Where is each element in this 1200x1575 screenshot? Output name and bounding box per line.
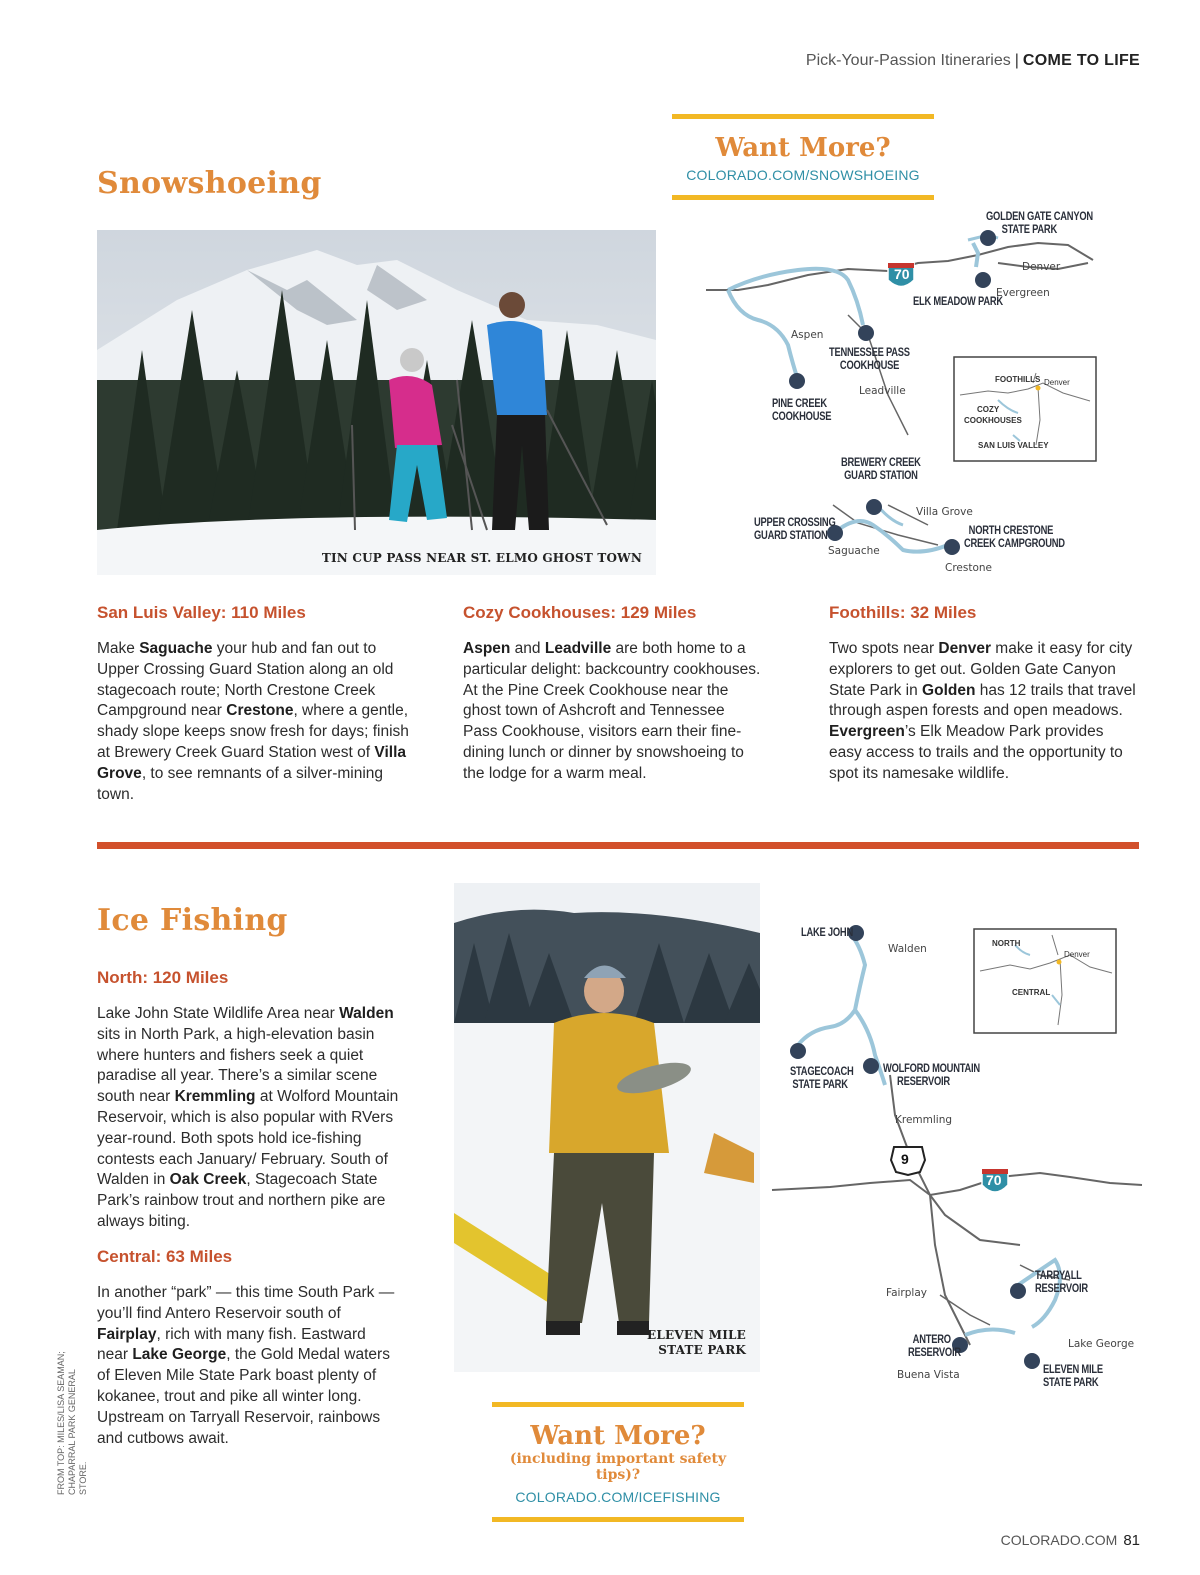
want-more-bottom-bar (672, 195, 934, 200)
want-more-title: Want More? (715, 133, 891, 163)
col-heading: San Luis Valley: 110 Miles (97, 603, 306, 622)
town-lake-george: Lake George (1068, 1338, 1135, 1350)
town-kremmling: Kremmling (895, 1114, 953, 1126)
place-name: Oak Creek (169, 1171, 247, 1189)
i70-number: 70 (986, 1172, 1002, 1188)
page-footer (1001, 1532, 1140, 1549)
ice-north (97, 968, 412, 1233)
place-name: Lake George (132, 1346, 227, 1364)
town-walden: Walden (888, 943, 927, 955)
snowshoe-photo-art (97, 230, 656, 575)
town-aspen: Aspen (791, 329, 824, 341)
place-name: Golden (922, 681, 976, 699)
north-heading: North: 120 Miles (97, 968, 229, 987)
place-name: Leadville (544, 640, 612, 657)
town-denver: Denver (1022, 261, 1061, 273)
photo-credit: FROM TOP: MILES/LISA SEAMAN; CHAPARRAL PARK GENERAL STORE. (56, 1351, 88, 1495)
poi-tarryall: TARRYALL RESERVOIR (1035, 1268, 1088, 1295)
section-divider (97, 842, 1139, 849)
poi-pine-creek: PINE CREEK COOKHOUSE (772, 396, 832, 423)
place-name: Aspen (463, 640, 511, 657)
place-name: Saguache (139, 640, 213, 657)
place-name: Fairplay (97, 1325, 157, 1343)
town-villa-grove: Villa Grove (916, 506, 973, 518)
poi-wolford: WOLFORD MOUNTAIN RESERVOIR (883, 1061, 980, 1088)
inset-central: CENTRAL (1012, 988, 1051, 997)
place-name: Denver (938, 640, 991, 657)
central-heading: Central: 63 Miles (97, 1247, 233, 1266)
running-head (806, 52, 1140, 70)
section-name: Pick-Your-Passion Itineraries (805, 52, 1011, 69)
poi-elk-meadow: ELK MEADOW PARK (913, 294, 1003, 308)
poi-eleven-mile: ELEVEN MILE STATE PARK (1043, 1362, 1103, 1389)
inset-denver: Denver (1044, 378, 1070, 387)
snowshoe-photo (97, 230, 656, 575)
snowshoeing-link[interactable]: COLORADO.COM/SNOWSHOEING (686, 167, 920, 183)
town-leadville: Leadville (859, 385, 906, 397)
town-crestone: Crestone (945, 562, 993, 574)
inset-north: NORTH (992, 939, 1021, 948)
col-body: Two spots near Denver make it easy for city explorers to get out. Golden Gate Canyon State Park in Golden has 12 trails that travel through aspen forests and open meadows. Evergreen’s Elk Meadow Park provides easy access to trails and the opportunity to spot its namesake wildlife. (829, 640, 1136, 782)
header-separator: | (1014, 52, 1019, 69)
want-more-icefishing (492, 1402, 744, 1522)
chapter-name: COME TO LIFE (1022, 52, 1140, 69)
snowshoe-map (698, 205, 1158, 585)
poi-north-crestone: NORTH CRESTONE CREEK CAMPGROUND (964, 523, 1065, 550)
col-foothills (829, 603, 1139, 785)
north-body: Lake John State Wildlife Area near Walden sits in North Park, a high-elevation basin where hunters and fishers seek a quiet paradise all year. There’s a similar scene south near Kremmling at Wolford Mountain Reservoir, which is also popular with RVers year-round. Both spots hold ice-fishing contests each January/ February. South of Walden in Oak Creek, Stagecoach State Park’s rainbow trout and northern pike are always biting. (97, 1005, 399, 1230)
inset-san-luis: SAN LUIS VALLEY (978, 441, 1049, 450)
i70-number: 70 (894, 266, 910, 282)
want-more-note: (including important safety tips)? (509, 1451, 727, 1483)
town-evergreen: Evergreen (996, 287, 1050, 299)
town-saguache: Saguache (828, 545, 880, 557)
inset-denver: Denver (1064, 950, 1090, 959)
page-number: 81 (1123, 1532, 1140, 1549)
poi-lake-john: LAKE JOHN (801, 925, 853, 939)
place-name: Crestone (226, 702, 294, 720)
inset-foothills: FOOTHILLS (995, 375, 1041, 384)
ice-photo-caption: ELEVEN MILE STATE PARK (646, 1328, 746, 1357)
want-more-top-bar (492, 1402, 744, 1407)
want-more-title: Want More? (530, 1421, 706, 1451)
col-san-luis (97, 603, 417, 805)
col-body: Aspen and Leadville are both home to a particular delight: backcountry cookhouses. At the Pine Creek Cookhouse near the ghost town of Ashcroft and Tennessee Pass Cookhouse, visitors earn their fine-dining lunch or dinner by snowshoeing to the lodge for a warm meal. (463, 640, 761, 782)
poi-upper-crossing: UPPER CROSSING GUARD STATION (754, 515, 836, 542)
col-body: Make Saguache your hub and fan out to Upper Crossing Guard Station along an old stagecoach route; North Crestone Creek Campground near Crestone, where a gentle, shady slope keeps snow fresh for days; finish at Brewery Creek Guard Station west of Villa Grove, to see remnants of a silver-mining town. (97, 640, 409, 803)
poi-stagecoach: STAGECOACH STATE PARK (790, 1064, 854, 1091)
place-name: Evergreen (829, 723, 905, 741)
col-heading: Cozy Cookhouses: 129 Miles (463, 603, 697, 622)
poi-antero: ANTERO RESERVOIR (908, 1332, 961, 1359)
inset-cozy: COZY (977, 405, 1000, 414)
place-name: Villa Grove (97, 743, 407, 782)
want-more-bottom-bar (492, 1517, 744, 1522)
place-name: Kremmling (174, 1088, 256, 1106)
poi-brewery-creek: BREWERY CREEK GUARD STATION (841, 455, 921, 482)
town-fairplay: Fairplay (886, 1287, 927, 1299)
hwy9-number: 9 (901, 1151, 909, 1167)
poi-tennessee-pass: TENNESSEE PASS COOKHOUSE (829, 345, 910, 372)
col-cozy-cookhouses (463, 603, 763, 785)
ice-fishing-map (770, 915, 1150, 1405)
snowshoeing-title: Snowshoeing (97, 166, 322, 201)
ice-fishing-photo-art (454, 883, 760, 1372)
want-more-snowshoeing (672, 114, 934, 200)
place-name: Walden (339, 1005, 394, 1022)
central-body: In another “park” — this time South Park — you’ll find Antero Reservoir south of Fairplay, rich with many fish. Eastward near Lake George, the Gold Medal waters of Eleven Mile State Park boast plenty of kokanee, trout and pike all winter long. Upstream on Tarryall Reservoir, rainbows and cutbows await. (97, 1284, 395, 1447)
snowshoe-photo-caption: TIN CUP PASS NEAR ST. ELMO GHOST TOWN (321, 551, 642, 565)
ice-map-art (770, 915, 1150, 1405)
poi-golden-gate: GOLDEN GATE CANYON STATE PARK (986, 209, 1093, 236)
ice-fishing-photo (454, 883, 760, 1372)
col-heading: Foothills: 32 Miles (829, 603, 977, 622)
ice-central (97, 1247, 397, 1449)
inset-cookhouses: COOKHOUSES (964, 416, 1022, 425)
ice-fishing-title: Ice Fishing (97, 903, 288, 938)
want-more-top-bar (672, 114, 934, 119)
icefishing-link[interactable]: COLORADO.COM/ICEFISHING (515, 1489, 721, 1505)
town-buena-vista: Buena Vista (897, 1369, 960, 1381)
footer-site[interactable]: COLORADO.COM (1000, 1532, 1118, 1548)
